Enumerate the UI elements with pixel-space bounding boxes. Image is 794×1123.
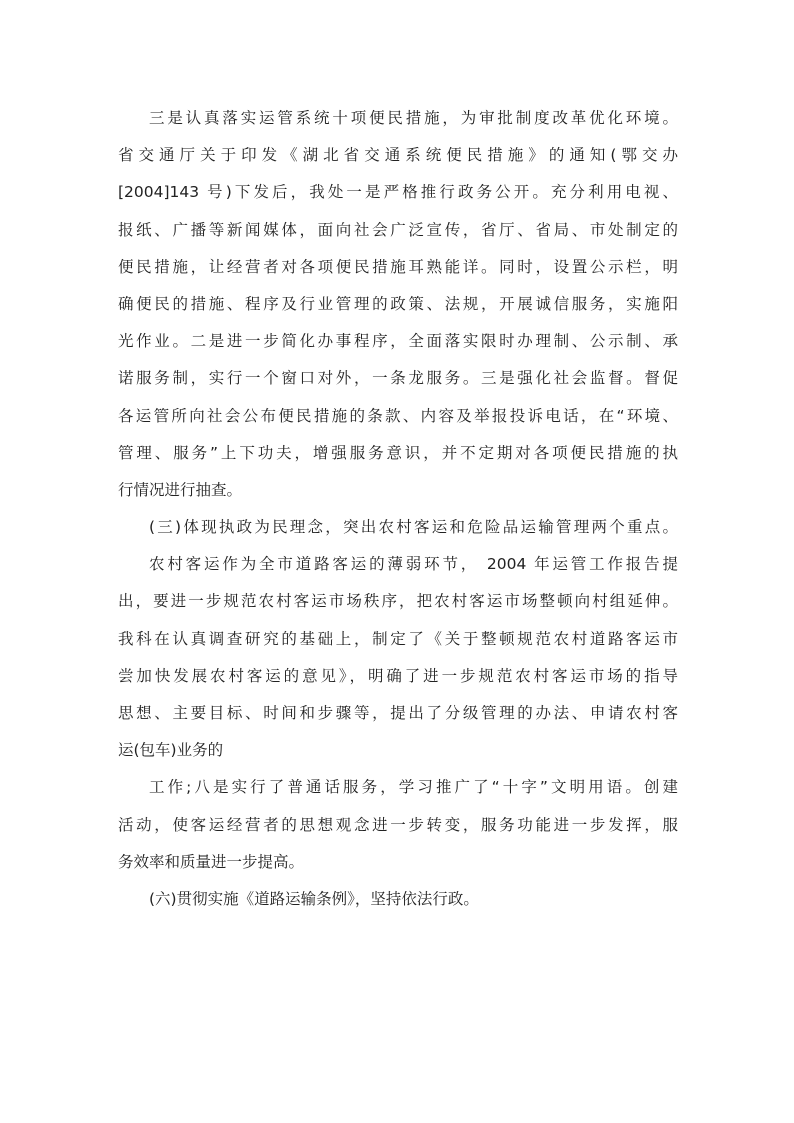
section-heading: (六)贯彻实施《道路运输条例》，坚持依法行政。	[149, 889, 479, 908]
text-line: 农村客运作为全市道路客运的薄弱环节， 2004 年运管工作报告提	[149, 555, 678, 574]
text-line: 诺服务制，实行一个窗口对外，一条龙服务。三是强化社会监督。督促	[118, 369, 678, 388]
text-line: 三是认真落实运管系统十项便民措施，为审批制度改革优化环境。	[149, 109, 678, 127]
text-line: 运(包车)业务的	[118, 741, 224, 760]
text-line: 活动，使客运经营者的思想观念进一步转变，服务功能进一步发挥，服	[118, 815, 678, 834]
text-line: 务效率和质量进一步提高。	[118, 852, 305, 871]
text-line: 工作;八是实行了普通话服务，学习推广了“十字”文明用语。创建	[149, 778, 678, 797]
text-line: 各运管所向社会公布便民措施的条款、内容及举报投诉电话，在“环境、	[118, 406, 678, 425]
text-line: 尝加快发展农村客运的意见》，明确了进一步规范农村客运市场的指导	[118, 666, 678, 685]
text-line: 确便民的措施、程序及行业管理的政策、法规，开展诚信服务，实施阳	[118, 294, 678, 313]
text-line: 我科在认真调查研究的基础上，制定了《关于整顿规范农村道路客运市	[118, 629, 678, 648]
text-line: 思想、主要目标、时间和步骤等，提出了分级管理的办法、申请农村客	[118, 704, 678, 722]
section-heading: (三)体现执政为民理念，突出农村客运和危险品运输管理两个重点。	[149, 518, 678, 537]
text-line: 光作业。二是进一步简化办事程序，全面落实限时办理制、公示制、承	[118, 332, 678, 351]
text-line: 便民措施，让经营者对各项便民措施耳熟能详。同时，设置公示栏，明	[118, 257, 678, 276]
text-line: 省交通厅关于印发《湖北省交通系统便民措施》的通知(鄂交办	[118, 146, 678, 165]
text-line: [2004]143 号)下发后，我处一是严格推行政务公开。充分利用电视、	[118, 183, 678, 202]
body-text	[118, 100, 678, 918]
text-line: 报纸、广播等新闻媒体，面向社会广泛宣传，省厅、省局、市处制定的	[118, 220, 678, 239]
text-line: 管理、服务”上下功夫，增强服务意识，并不定期对各项便民措施的执	[118, 443, 678, 462]
text-line: 出，要进一步规范农村客运市场秩序，把农村客运市场整顿向村组延伸。	[118, 592, 678, 611]
text-line: 行情况进行抽查。	[118, 480, 243, 499]
